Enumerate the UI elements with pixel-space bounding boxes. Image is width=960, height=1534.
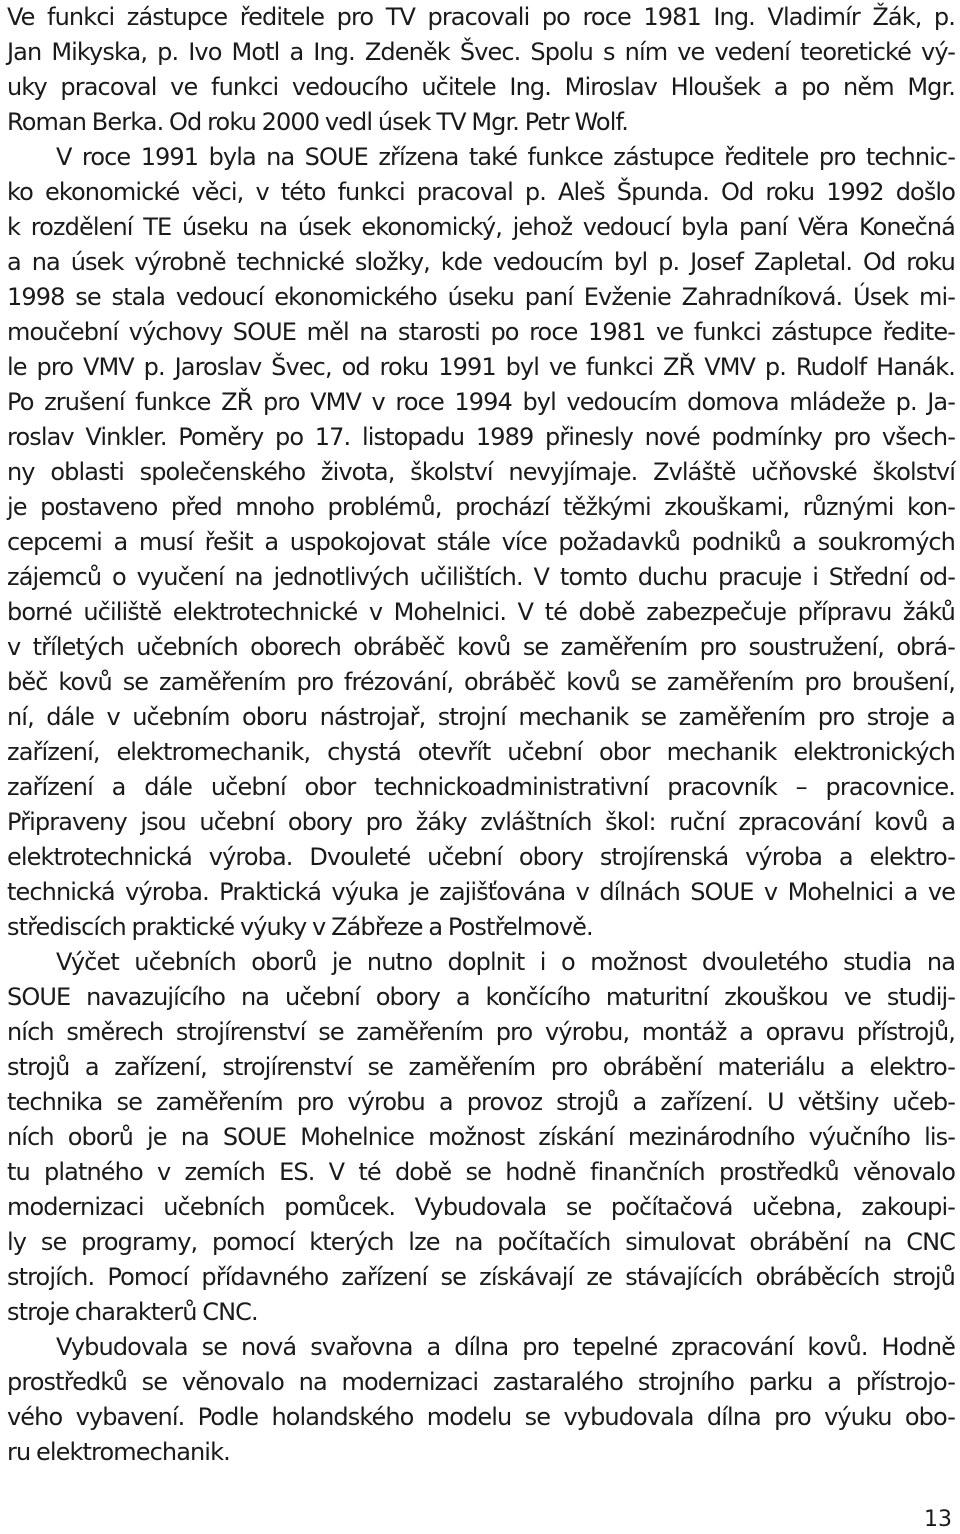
text-line: strojích. Pomocí přídavného zařízení se získávají ze stávajících obráběcích strojů bbox=[7, 1263, 955, 1291]
text-line: zařízení, elektromechanik, chystá otevřít učební obor mechanik elektronických bbox=[7, 738, 955, 766]
text-line: stroje charakterů CNC. bbox=[7, 1298, 258, 1326]
text-line: roslav Vinkler. Poměry po 17. listopadu 1989 přinesly nové podmínky pro všech- bbox=[7, 423, 955, 451]
text-line: ní, dále v učebním oboru nástrojař, strojní mechanik se zaměřením pro stroje a bbox=[7, 703, 955, 731]
text-line: borné učiliště elektrotechnické v Mohelnici. V té době zabezpečuje přípravu žáků bbox=[7, 598, 955, 626]
text-line: technická výroba. Praktická výuka je zajišťována v dílnách SOUE v Mohelnici a ve bbox=[7, 878, 955, 906]
text-line: Po zrušení funkce ZŘ pro VMV v roce 1994 byl vedoucím domova mládeže p. Ja- bbox=[7, 388, 955, 416]
text-line: uky pracoval ve funkci vedoucího učitele Ing. Miroslav Hloušek a po něm Mgr. bbox=[7, 73, 955, 101]
text-line: k rozdělení TE úseku na úsek ekonomický, jehož vedoucí byla paní Věra Konečná bbox=[7, 213, 955, 241]
text-line: SOUE navazujícího na učební obory a končícího maturitní zkouškou ve studij- bbox=[7, 983, 955, 1011]
text-line: ních směrech strojírenství se zaměřením pro výrobu, montáž a opravu přístrojů, bbox=[7, 1018, 955, 1046]
text-line: 1998 se stala vedoucí ekonomického úseku paní Evženie Zahradníková. Úsek mi- bbox=[7, 283, 955, 311]
text-line: Výčet učebních oborů je nutno doplnit i o možnost dvouletého studia na bbox=[56, 948, 955, 976]
text-line: Ve funkci zástupce ředitele pro TV pracovali po roce 1981 Ing. Vladimír Žák, p. bbox=[7, 3, 955, 31]
text-line: V roce 1991 byla na SOUE zřízena také funkce zástupce ředitele pro technic- bbox=[56, 143, 955, 171]
text-line: elektrotechnická výroba. Dvouleté učební obory strojírenská výroba a elektro- bbox=[7, 843, 955, 871]
text-line: Jan Mikyska, p. Ivo Motl a Ing. Zdeněk Švec. Spolu s ním ve vedení teoretické vý- bbox=[7, 38, 955, 66]
text-line: ly se programy, pomocí kterých lze na počítačích simulovat obrábění na CNC bbox=[7, 1228, 955, 1256]
text-line: moučební výchovy SOUE měl na starosti po roce 1981 ve funkci zástupce ředite- bbox=[7, 318, 955, 346]
text-line: střediscích praktické výuky v Zábřeze a Postřelmově. bbox=[7, 913, 593, 941]
text-line: Roman Berka. Od roku 2000 vedl úsek TV Mgr. Petr Wolf. bbox=[7, 108, 629, 136]
text-line: technika se zaměřením pro výrobu a provoz strojů a zařízení. U většiny učeb- bbox=[7, 1088, 955, 1116]
text-line: zařízení a dále učební obor technickoadministrativní pracovník – pracovnice. bbox=[7, 773, 955, 801]
text-line: vého vybavení. Podle holandského modelu se vybudovala dílna pro výuku obo- bbox=[7, 1403, 955, 1431]
text-line: je postaveno před mnoho problémů, prochází těžkými zkouškami, různými kon- bbox=[7, 493, 955, 521]
text-line: v tříletých učebních oborech obráběč kovů se zaměřením pro soustružení, obrá- bbox=[7, 633, 955, 661]
text-line: ko ekonomické věci, v této funkci pracoval p. Aleš Špunda. Od roku 1992 došlo bbox=[7, 178, 955, 206]
text-line: zájemců o vyučení na jednotlivých učilištích. V tomto duchu pracuje i Střední od- bbox=[7, 563, 955, 591]
text-line: Připraveny jsou učební obory pro žáky zvláštních škol: ruční zpracování kovů a bbox=[7, 808, 955, 836]
text-line: a na úsek výrobně technické složky, kde vedoucím byl p. Josef Zapletal. Od roku bbox=[7, 248, 955, 276]
text-line: ny oblasti společenského života, školství nevyjímaje. Zvláště učňovské školství bbox=[7, 458, 955, 486]
text-line: modernizaci učebních pomůcek. Vybudovala se počítačová učebna, zakoupi- bbox=[7, 1193, 955, 1221]
text-line: ru elektromechanik. bbox=[7, 1438, 230, 1466]
text-line: ních oborů je na SOUE Mohelnice možnost získání mezinárodního výučního lis- bbox=[7, 1123, 955, 1151]
text-line: tu platného v zemích ES. V té době se hodně finančních prostředků věnovalo bbox=[7, 1158, 955, 1186]
page-number: 13 bbox=[924, 1507, 952, 1532]
text-line: běč kovů se zaměřením pro frézování, obráběč kovů se zaměřením pro broušení, bbox=[7, 668, 955, 696]
text-line: strojů a zařízení, strojírenství se zaměřením pro obrábění materiálu a elektro- bbox=[7, 1053, 955, 1081]
text-line: Vybudovala se nová svařovna a dílna pro tepelné zpracování kovů. Hodně bbox=[56, 1333, 955, 1361]
text-line: prostředků se věnovalo na modernizaci zastaralého strojního parku a přístrojo- bbox=[7, 1368, 955, 1396]
text-line: cepcemi a musí řešit a uspokojovat stále více požadavků podniků a soukromých bbox=[7, 528, 955, 556]
text-line: le pro VMV p. Jaroslav Švec, od roku 1991 byl ve funkci ZŘ VMV p. Rudolf Hanák. bbox=[7, 353, 955, 381]
